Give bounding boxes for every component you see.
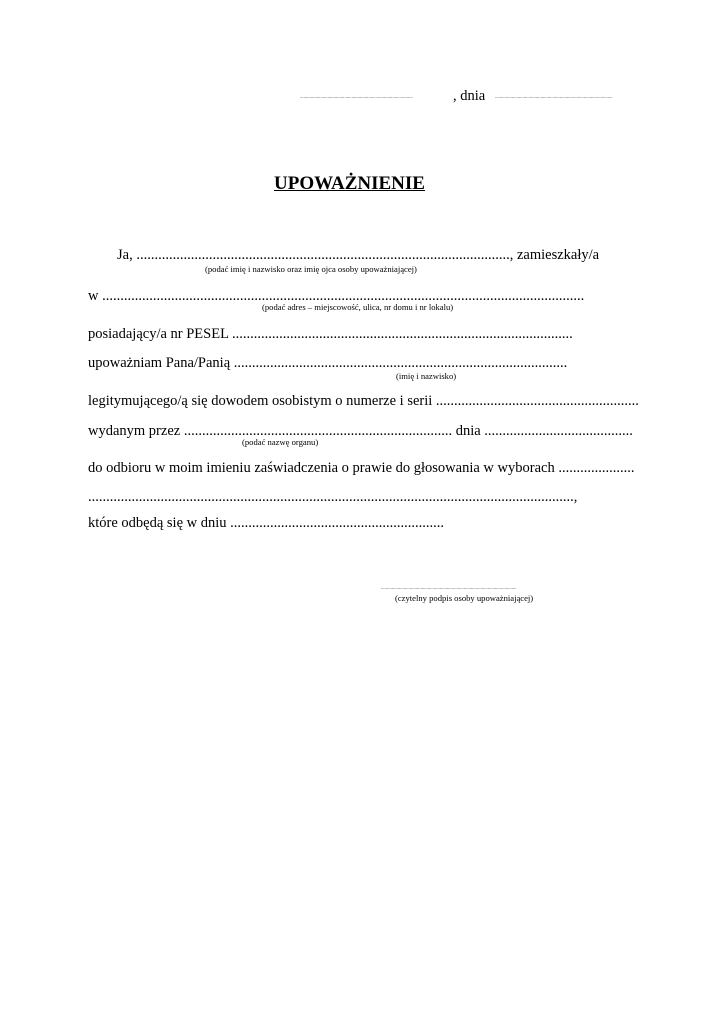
line-address: w ..................................................................................................................................... (88, 288, 585, 304)
document-title: UPOWAŻNIENIE (274, 173, 425, 194)
line-authorize: upoważniam Pana/Panią ............................................................................................ (88, 355, 568, 371)
hint-address: (podać adres – miejscowość, ulica, nr domu i nr lokalu) (262, 302, 454, 312)
line-name: Ja, ......................................................................................................., zamieszkały/a (117, 247, 600, 263)
place-dots: .............................................................................................. (300, 95, 413, 100)
line-continuation: ......................................................................................................................................, (88, 489, 578, 505)
signature-dots: ................................................................................................................. (381, 586, 517, 591)
date-dots: .................................................................................................. (495, 95, 613, 100)
hint-name: (podać imię i nazwisko oraz imię ojca osoby upoważniającej) (205, 264, 417, 274)
signature-caption: (czytelny podpis osoby upoważniającej) (395, 593, 534, 603)
line-election-date: które odbędą się w dniu ........................................................... (88, 515, 445, 531)
line-purpose: do odbioru w moim imieniu zaświadczenia o prawie do głosowania w wyborach ..................... (88, 460, 635, 476)
hint-authority: (podać nazwę organu) (242, 437, 319, 447)
line-id-document: legitymującego/ą się dowodem osobistym o numerze i serii ........................................................ (88, 393, 639, 409)
hint-fullname: (imię i nazwisko) (396, 371, 457, 381)
dnia-label: , dnia (453, 88, 486, 104)
line-pesel: posiadający/a nr PESEL .............................................................................................. (88, 326, 573, 342)
line-issued-by: wydanym przez .......................................................................... dnia ......................................... (88, 423, 633, 439)
